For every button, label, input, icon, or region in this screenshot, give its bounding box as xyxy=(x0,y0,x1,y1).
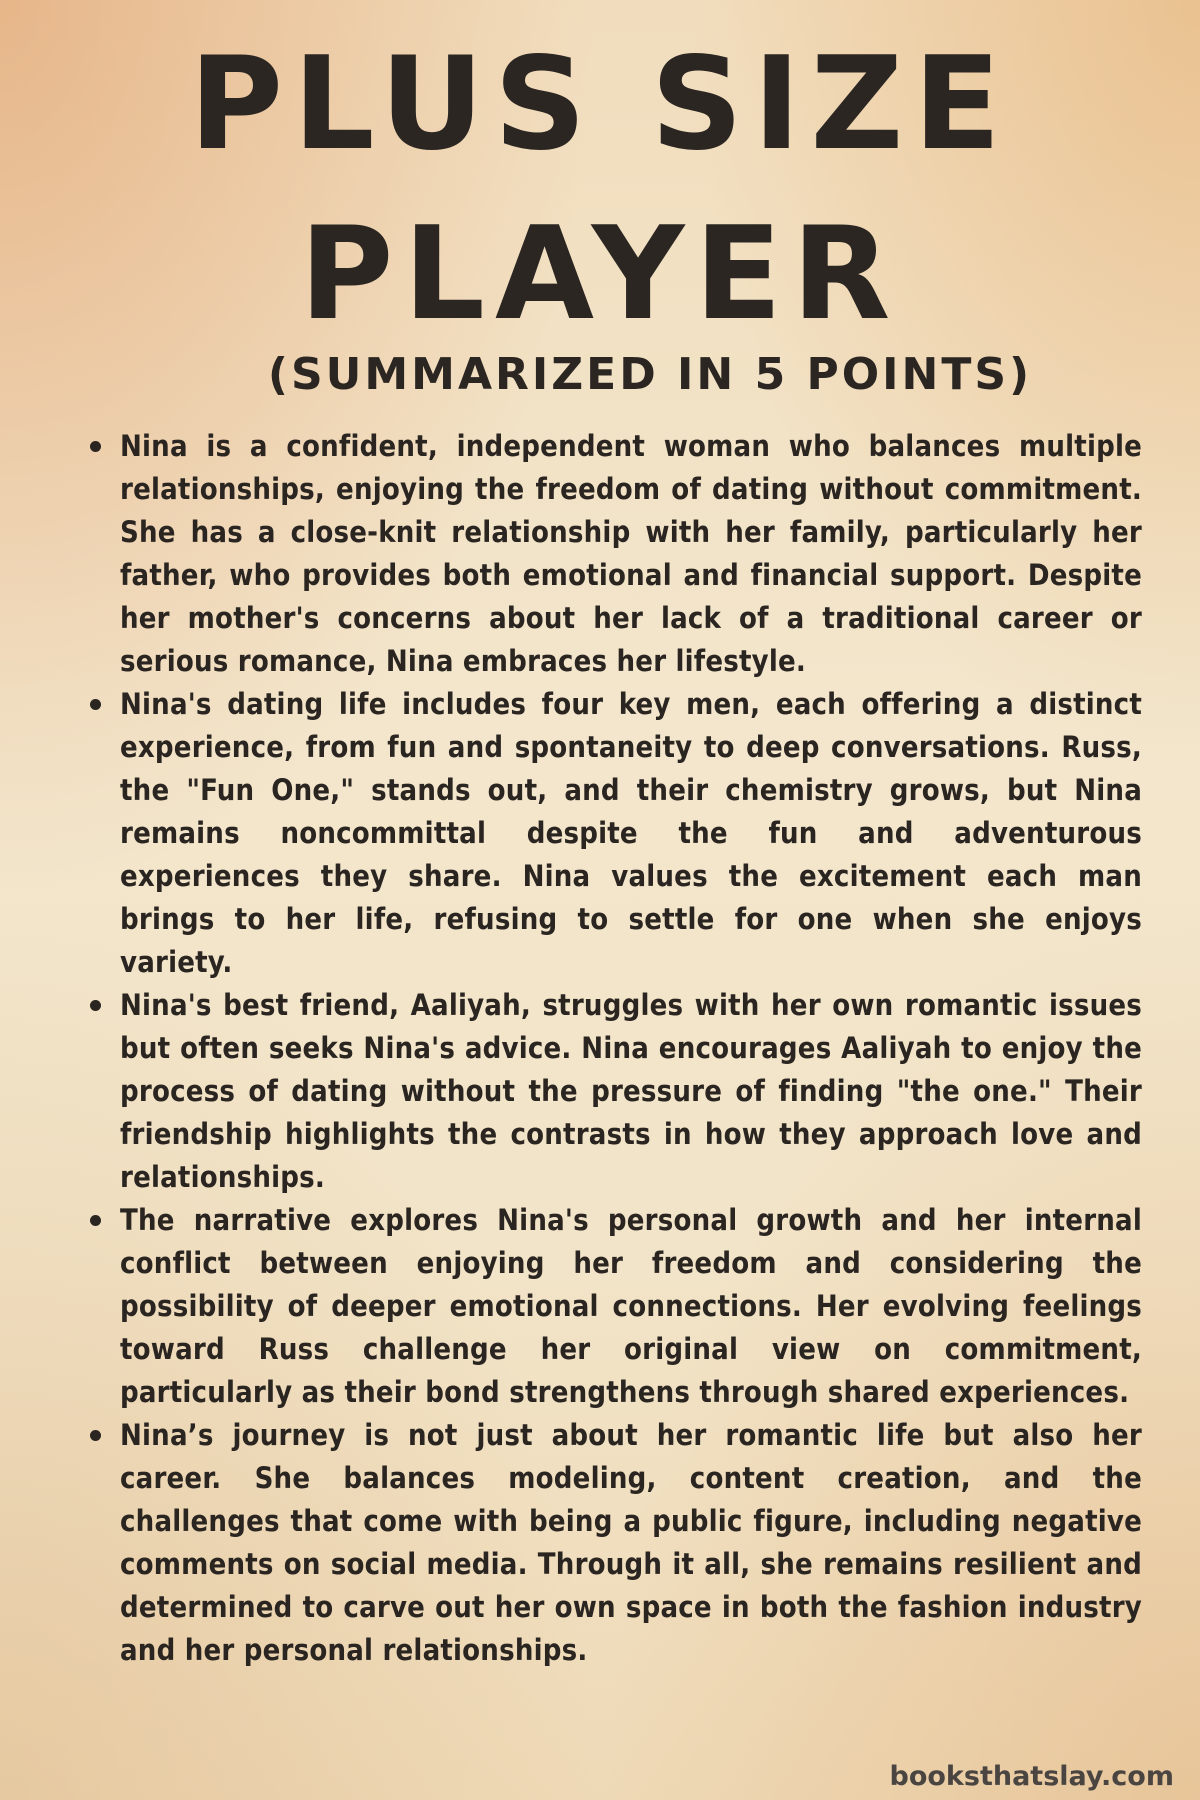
bullet-dot-icon xyxy=(90,1000,101,1011)
summary-point-text: Nina’s journey is not just about her romantic life but also her career. She balances modeling, content creation, and the challenges that come with being a public figure, including negative comments on social media. Through it all, she remains resilient and determined to carve out her own space in both the fashion industry and her personal relationships. xyxy=(120,1418,1142,1667)
summary-point xyxy=(82,1199,1142,1414)
summary-point-text: Nina's dating life includes four key men, each offering a distinct experience, from fun and spontaneity to deep conversations. Russ, the "Fun One," stands out, and their chemistry grows, but Nina remains noncommittal despite the fun and adventurous experiences they share. Nina values the excitement each man brings to her life, refusing to settle for one when she enjoys variety. xyxy=(120,687,1142,979)
summary-point-text: Nina's best friend, Aaliyah, struggles with her own romantic issues but often seeks Nina's advice. Nina encourages Aaliyah to enjoy the process of dating without the pressure of finding "the one." Their friendship highlights the contrasts in how they approach love and relationships. xyxy=(120,988,1142,1194)
summary-points-list xyxy=(82,425,1142,1672)
page-title-line-1: PLUS SIZE xyxy=(189,30,1011,179)
bullet-dot-icon xyxy=(90,699,101,710)
website-credit: booksthatslay.com xyxy=(889,1761,1174,1792)
bullet-dot-icon xyxy=(90,441,101,452)
summary-point xyxy=(82,683,1142,984)
summary-point xyxy=(82,425,1142,683)
summary-point xyxy=(82,1414,1142,1672)
summary-point-text: Nina is a confident, independent woman who balances multiple relationships, enjoying the freedom of dating without commitment. She has a close-knit relationship with her family, particularly her father, who provides both emotional and financial support. Despite her mother's concerns about her lack of a traditional career or serious romance, Nina embraces her lifestyle. xyxy=(120,429,1142,678)
bullet-dot-icon xyxy=(90,1215,101,1226)
summary-point xyxy=(82,984,1142,1199)
bullet-dot-icon xyxy=(90,1430,101,1441)
summary-point-text: The narrative explores Nina's personal growth and her internal conflict between enjoying her freedom and considering the possibility of deeper emotional connections. Her evolving feelings toward Russ challenge her original view on commitment, particularly as their bond strengthens through shared experiences. xyxy=(120,1203,1142,1409)
page-subtitle: (SUMMARIZED IN 5 POINTS) xyxy=(267,349,1033,400)
page-title-line-2: PLAYER xyxy=(299,200,901,349)
